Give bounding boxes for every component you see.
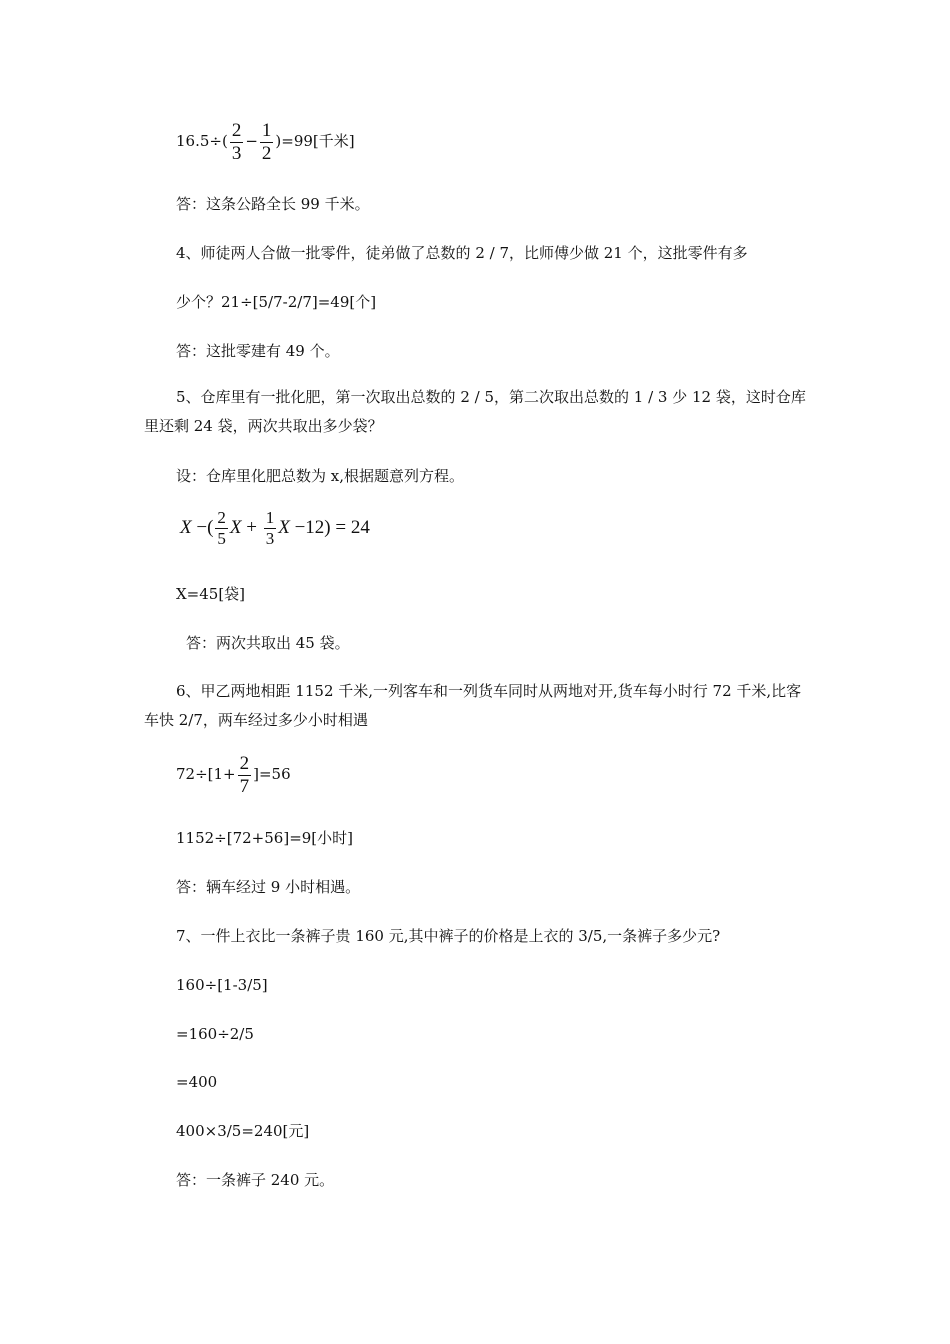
calc-suffix: ]=56: [253, 765, 291, 783]
minus-sign: −: [245, 132, 258, 150]
answer-5: 答：两次共取出 45 袋。: [186, 634, 350, 652]
fraction-two-sevenths: [238, 753, 252, 798]
answer-1: 答：这条公路全长 99 千米。: [176, 195, 370, 213]
equation-5: [180, 502, 370, 554]
question-7: 7、一件上衣比一条裤子贵 160 元,其中裤子的价格是上衣的 3/5,一条裤子多少元?: [176, 927, 721, 945]
fraction-numerator: 1: [261, 119, 272, 141]
variable-x: X: [278, 517, 290, 538]
question-4-line-2: 少个？21÷[5/7-2/7]=49[个]: [176, 293, 377, 311]
fraction-denominator: 5: [217, 529, 226, 549]
calc-line-7c: =400: [176, 1073, 218, 1091]
fraction-two-thirds: [230, 120, 244, 165]
answer-4: 答：这批零建有 49 个。: [176, 342, 340, 360]
answer-6: 答：辆车经过 9 小时相遇。: [176, 878, 361, 896]
calc-line-7d: 400×3/5=240[元]: [176, 1122, 310, 1140]
calc-prefix: 72÷[1+: [176, 765, 236, 783]
variable-x: X: [229, 517, 242, 538]
result-5: X=45[袋]: [176, 585, 246, 603]
question-6: 6、甲乙两地相距 1152 千米,一列客车和一列货车同时从两地对开,货车每小时行 72 千米,比客车快 2/7，两车经过多少小时相遇: [144, 682, 802, 729]
fraction-denominator: 3: [265, 529, 275, 549]
question-5: 5、仓库里有一批化肥，第一次取出总数的 2 / 5，第二次取出总数的 1 / 3 少 12 袋，这时仓库里还剩 24 袋，两次共取出多少袋？: [144, 388, 806, 435]
calc-line-1: [176, 116, 355, 166]
calc-line-6b: 1152÷[72+56]=9[小时]: [176, 829, 354, 847]
calc-line-6a: [176, 748, 291, 800]
fraction-one-half: [260, 120, 274, 165]
minus-sign: −: [196, 517, 208, 538]
calc-suffix: )=99[千米]: [275, 132, 355, 150]
calc-line-7a: 160÷[1-3/5]: [176, 976, 268, 994]
fraction-denominator: 7: [239, 775, 250, 797]
variable-x: X: [180, 517, 192, 538]
fraction-numerator: 2: [239, 752, 250, 774]
fraction-numerator: 2: [231, 119, 242, 141]
fraction-denominator: 2: [261, 142, 272, 164]
fraction-one-third: [264, 508, 277, 549]
plus-sign: +: [246, 517, 257, 538]
fraction-numerator: 1: [265, 508, 275, 528]
fraction-denominator: 3: [231, 142, 242, 164]
open-paren: (: [207, 517, 214, 538]
equation-rest: −12) = 24: [294, 517, 370, 538]
question-4-line-1: 4、师徒两人合做一批零件，徒弟做了总数的 2 / 7，比师傅少做 21 个，这批零件有多: [176, 244, 748, 262]
fraction-two-fifths: [215, 508, 228, 549]
fraction-numerator: 2: [217, 508, 226, 528]
calc-line-7b: =160÷2/5: [176, 1025, 254, 1043]
answer-7: 答：一条裤子 240 元。: [176, 1171, 335, 1189]
setup-5: 设：仓库里化肥总数为 x,根据题意列方程。: [176, 467, 464, 485]
calc-prefix: 16.5÷(: [176, 132, 228, 150]
